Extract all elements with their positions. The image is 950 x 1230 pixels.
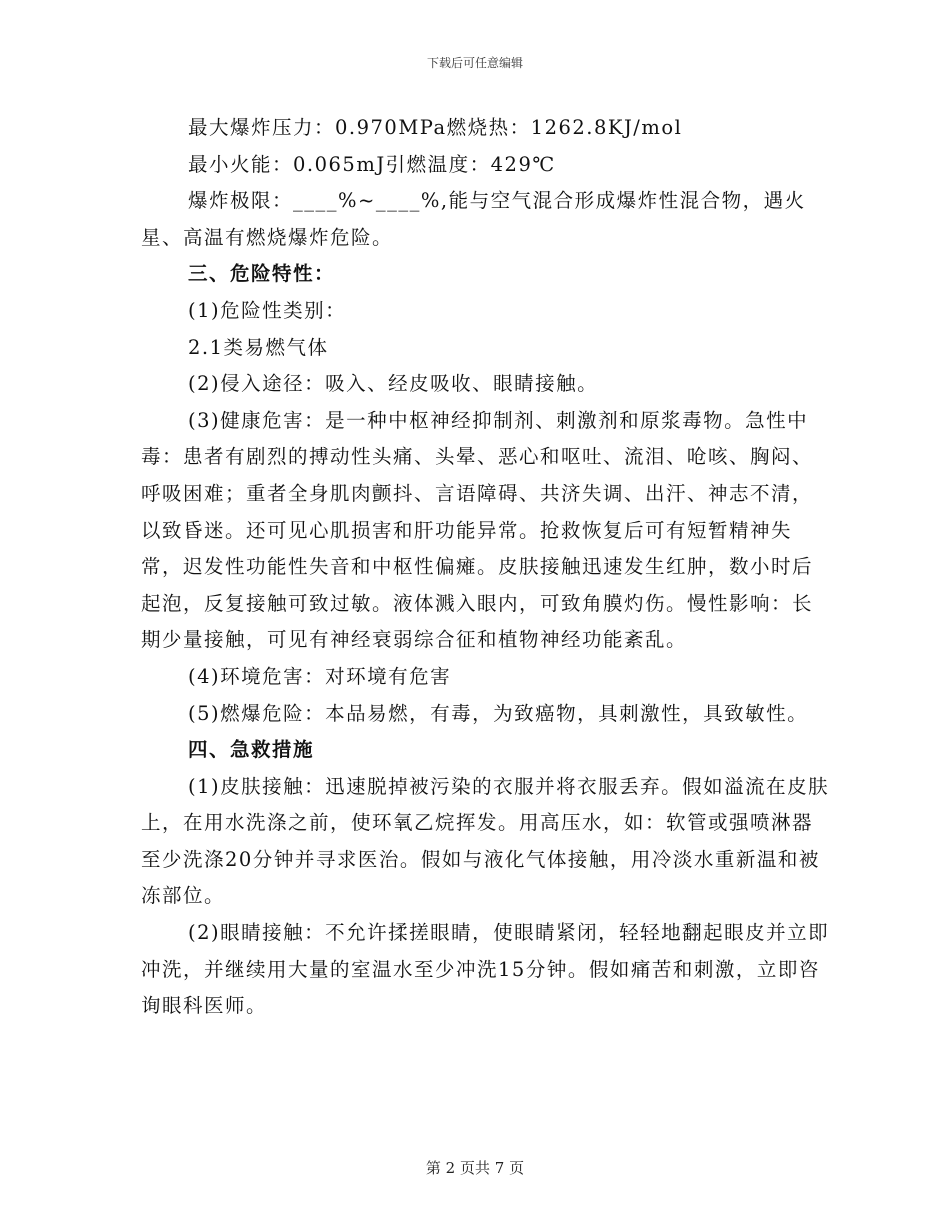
paragraph-hazard-class: (1)危险性类别： (188, 298, 347, 322)
paragraph-health-hazard: (3)健康危害：是一种中枢神经抑制剂、刺激剂和原浆毒物。急性中毒：患者有剧烈的搏动性头痛、头晕、恶心和呕吐、流泪、呛咳、胸闷、呼吸困难；重者全身肌肉颤抖、言语障碍、共济失调、出汗、神志不清，以致昏迷。还可见心肌损害和肝功能异常。抢救恢复后可有短暂精神失常，迟发性功能性失音和中枢性偏瘫。皮肤接触迅速发生红肿，数小时后起泡，反复接触可致过敏。液体溅入眼内，可致角膜灼伤。慢性影响：长期少量接触，可见有神经衰弱综合征和植物神经功能紊乱。 (141, 408, 814, 652)
paragraph-max-pressure: 最大爆炸压力：0.970MPa燃烧热：1262.8KJ/mol (188, 116, 683, 139)
paragraph-env-hazard: (4)环境危害：对环境有危害 (188, 664, 452, 688)
paragraph-min-ignition: 最小火能：0.065mJ引燃温度：429℃ (188, 152, 556, 176)
document-body (141, 110, 831, 1025)
paragraph-explosion-limit: 爆炸极限：____%~____%,能与空气混合形成爆炸性混合物，遇火星、高温有燃烧爆炸危险。 (141, 189, 806, 249)
paragraph-gas-class: 2.1类易燃气体 (188, 335, 329, 359)
paragraph-entry-route: (2)侵入途径：吸入、经皮吸收、眼睛接触。 (188, 372, 599, 396)
section-heading-hazard: 三、危险特性： (188, 262, 336, 286)
page-footer: 第 2 页共 7 页 (425, 1159, 525, 1177)
paragraph-skin-contact: (1)皮肤接触：迅速脱掉被污染的衣服并将衣服丢弃。假如溢流在皮肤上，在用水洗涤之前，使环氧乙烷挥发。用高压水，如：软管或强喷淋器至少洗涤20分钟并寻求医治。假如与液化气体接触，用冷淡水重新温和被冻部位。 (141, 774, 830, 908)
paragraph-eye-contact: (2)眼睛接触：不允许揉搓眼睛，使眼睛紧闭，轻轻地翻起眼皮并立即冲洗，并继续用大量的室温水至少冲洗15分钟。假如痛苦和刺激，立即咨询眼科医师。 (141, 921, 830, 1018)
section-heading-first-aid: 四、急救措施 (188, 738, 315, 762)
page-header: 下载后可任意编辑 (426, 56, 523, 70)
paragraph-fire-hazard: (5)燃爆危险：本品易燃，有毒，为致癌物，具刺激性，具致敏性。 (188, 701, 809, 725)
